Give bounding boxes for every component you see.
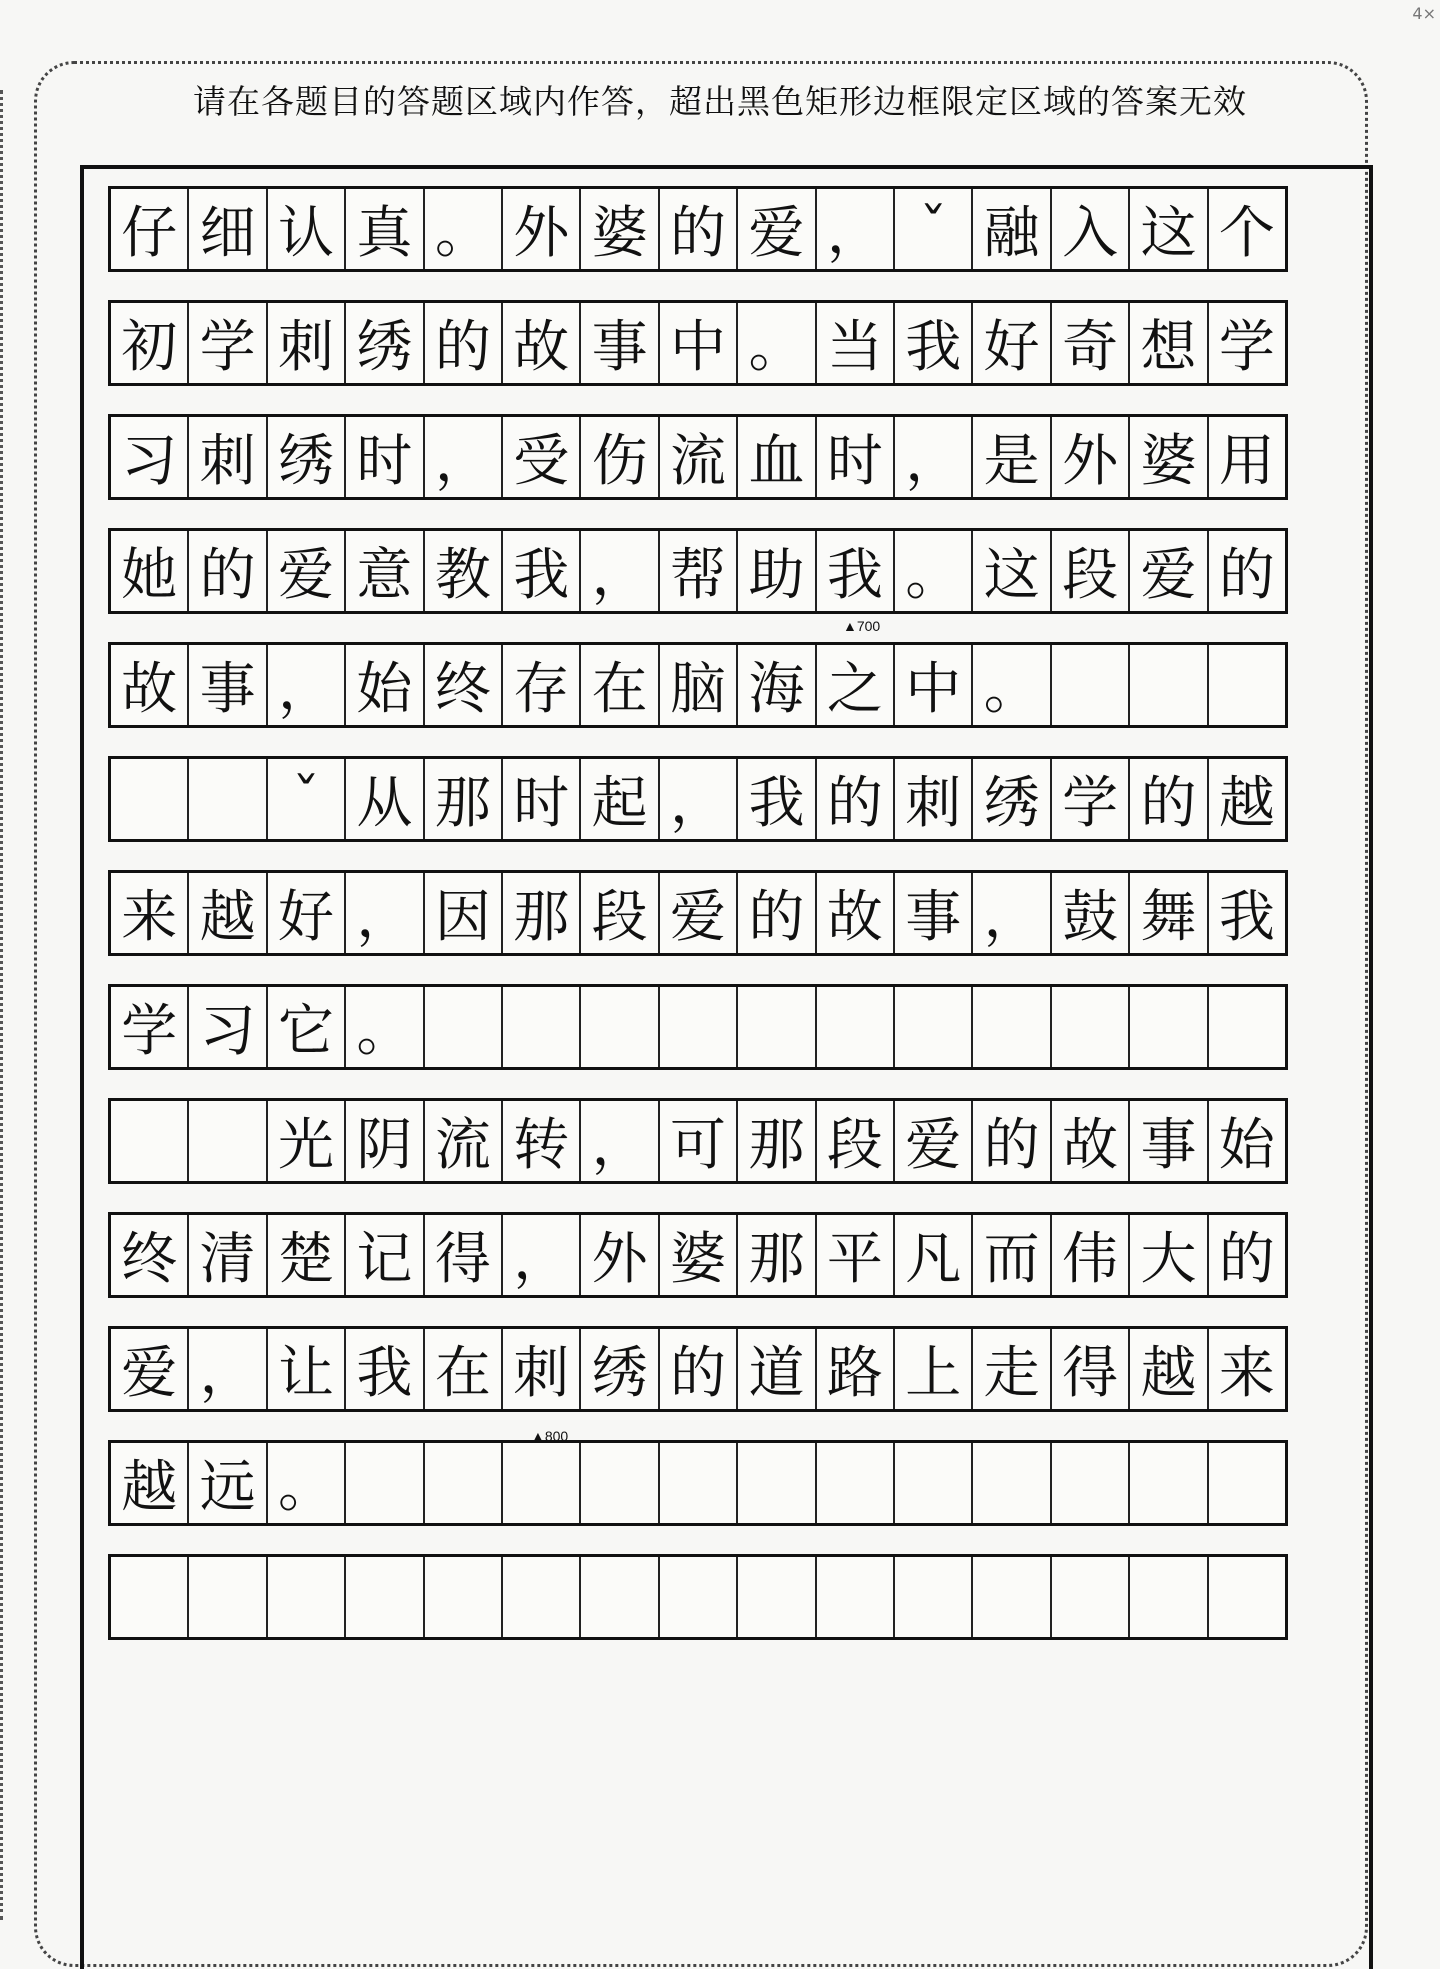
grid-cell: ， bbox=[425, 417, 503, 497]
grid-cell: 的 bbox=[1130, 759, 1208, 839]
grid-cell: 我 bbox=[1218, 885, 1275, 950]
word-count-marker-800: ▲800 bbox=[531, 1428, 569, 1444]
grid-cell: 鼓 bbox=[1052, 873, 1130, 953]
grid-cell: 个 bbox=[1218, 201, 1275, 266]
grid-cell: 事 bbox=[1130, 1101, 1208, 1181]
grid-cell: 习 bbox=[111, 417, 189, 497]
grid-cell: ， bbox=[895, 417, 973, 497]
word-count-marker-700: ▲700 bbox=[843, 618, 881, 634]
grid-cell: 之 bbox=[817, 645, 895, 725]
grid-cell: 我 bbox=[503, 531, 581, 611]
grid-cell bbox=[1052, 1443, 1130, 1523]
grid-cell: 初 bbox=[111, 303, 189, 383]
grid-cell: 婆 bbox=[1130, 417, 1208, 497]
grid-cell bbox=[189, 1101, 267, 1181]
grid-cell: 仔 bbox=[111, 189, 189, 269]
grid-cell: 我 bbox=[895, 303, 973, 383]
grid-cell: 学 bbox=[189, 303, 267, 383]
grid-cell: ， bbox=[189, 1329, 267, 1409]
grid-cell bbox=[738, 1443, 816, 1523]
grid-cell: 光 bbox=[268, 1101, 346, 1181]
grid-row bbox=[108, 1326, 1288, 1412]
grid-cell bbox=[1052, 1557, 1130, 1637]
grid-cell: 爱 bbox=[111, 1329, 189, 1409]
grid-cell: 终 bbox=[425, 645, 503, 725]
grid-cell: 来 bbox=[1218, 1341, 1275, 1406]
grid-cell bbox=[817, 987, 895, 1067]
grid-cell: 当 bbox=[817, 303, 895, 383]
grid-cell: 的 bbox=[660, 189, 738, 269]
grid-row bbox=[108, 414, 1288, 500]
grid-cell: 好 bbox=[973, 303, 1051, 383]
grid-cell: 远 bbox=[189, 1443, 267, 1523]
grid-cell: 想 bbox=[1130, 303, 1208, 383]
grid-cell: 终 bbox=[111, 1215, 189, 1295]
grid-row bbox=[108, 1554, 1288, 1640]
grid-cell: 。 bbox=[973, 645, 1051, 725]
grid-cell bbox=[973, 987, 1051, 1067]
grid-cell: 助 bbox=[738, 531, 816, 611]
grid-cell: 楚 bbox=[268, 1215, 346, 1295]
grid-cell: ˇ bbox=[268, 759, 346, 839]
grid-cell: 阴 bbox=[346, 1101, 424, 1181]
grid-cell bbox=[581, 1557, 659, 1637]
grid-row bbox=[108, 756, 1288, 842]
grid-cell bbox=[1130, 987, 1208, 1067]
grid-cell: 从 bbox=[346, 759, 424, 839]
grid-cell: 道 bbox=[738, 1329, 816, 1409]
grid-row bbox=[108, 528, 1288, 614]
grid-cell: 这 bbox=[1130, 189, 1208, 269]
grid-cell: 学 bbox=[1218, 315, 1275, 380]
grid-cell: 越 bbox=[1218, 771, 1275, 836]
grid-cell bbox=[503, 987, 581, 1067]
grid-cell: 细 bbox=[189, 189, 267, 269]
grid-cell: ， bbox=[581, 1101, 659, 1181]
grid-cell bbox=[581, 1443, 659, 1523]
grid-cell: 时 bbox=[817, 417, 895, 497]
grid-row bbox=[108, 870, 1288, 956]
instruction-header: 请在各题目的答题区域内作答，超出黑色矩形边框限定区域的答案无效 bbox=[193, 82, 1247, 121]
grid-cell bbox=[1052, 987, 1130, 1067]
grid-cell bbox=[1209, 645, 1285, 725]
grid-cell: 伟 bbox=[1052, 1215, 1130, 1295]
grid-cell: 凡 bbox=[895, 1215, 973, 1295]
grid-cell: 爱 bbox=[268, 531, 346, 611]
grid-cell: ˇ bbox=[895, 189, 973, 269]
grid-cell bbox=[895, 1557, 973, 1637]
grid-row bbox=[108, 1098, 1288, 1184]
grid-cell: 那 bbox=[738, 1101, 816, 1181]
grid-cell: 始 bbox=[1218, 1113, 1275, 1178]
grid-cell: ， bbox=[268, 645, 346, 725]
grid-cell: 教 bbox=[425, 531, 503, 611]
grid-cell: 段 bbox=[581, 873, 659, 953]
grid-cell: 始 bbox=[346, 645, 424, 725]
grid-cell bbox=[738, 1557, 816, 1637]
grid-cell: 清 bbox=[189, 1215, 267, 1295]
grid-cell: 刺 bbox=[503, 1329, 581, 1409]
grid-cell bbox=[973, 1557, 1051, 1637]
grid-cell: 受 bbox=[503, 417, 581, 497]
grid-cell: 那 bbox=[738, 1215, 816, 1295]
page-left-edge bbox=[0, 90, 3, 1920]
grid-cell: 来 bbox=[111, 873, 189, 953]
grid-cell bbox=[268, 1557, 346, 1637]
grid-cell: 段 bbox=[1052, 531, 1130, 611]
grid-cell: 的 bbox=[1218, 1227, 1275, 1292]
grid-cell: 的 bbox=[738, 873, 816, 953]
grid-cell: 事 bbox=[581, 303, 659, 383]
grid-cell bbox=[111, 759, 189, 839]
grid-cell: 她 bbox=[111, 531, 189, 611]
grid-cell: 用 bbox=[1218, 429, 1275, 494]
grid-cell: 绣 bbox=[346, 303, 424, 383]
grid-cell: 的 bbox=[425, 303, 503, 383]
grid-cell bbox=[660, 1557, 738, 1637]
grid-cell bbox=[738, 987, 816, 1067]
grid-cell: 绣 bbox=[973, 759, 1051, 839]
grid-cell bbox=[581, 987, 659, 1067]
grid-cell: 路 bbox=[817, 1329, 895, 1409]
grid-cell: 的 bbox=[1218, 543, 1275, 608]
grid-cell: 绣 bbox=[268, 417, 346, 497]
grid-cell: 我 bbox=[817, 531, 895, 611]
grid-cell bbox=[503, 1443, 581, 1523]
grid-cell: 爱 bbox=[895, 1101, 973, 1181]
grid-cell bbox=[1130, 1443, 1208, 1523]
grid-cell: 融 bbox=[973, 189, 1051, 269]
grid-cell: 记 bbox=[346, 1215, 424, 1295]
grid-cell: 让 bbox=[268, 1329, 346, 1409]
grid-cell bbox=[346, 1557, 424, 1637]
grid-cell bbox=[1209, 1557, 1285, 1637]
grid-cell: 奇 bbox=[1052, 303, 1130, 383]
grid-cell: 。 bbox=[425, 189, 503, 269]
grid-cell: 是 bbox=[973, 417, 1051, 497]
grid-cell: 刺 bbox=[268, 303, 346, 383]
grid-cell bbox=[189, 1557, 267, 1637]
grid-cell: ， bbox=[581, 531, 659, 611]
grid-cell: ， bbox=[660, 759, 738, 839]
grid-cell: 婆 bbox=[660, 1215, 738, 1295]
grid-cell bbox=[1209, 1443, 1285, 1523]
grid-cell: 外 bbox=[1052, 417, 1130, 497]
grid-cell: 越 bbox=[189, 873, 267, 953]
grid-cell: 得 bbox=[425, 1215, 503, 1295]
grid-cell: 婆 bbox=[581, 189, 659, 269]
grid-cell bbox=[817, 1557, 895, 1637]
grid-row bbox=[108, 300, 1288, 386]
grid-cell: 事 bbox=[895, 873, 973, 953]
grid-cell: ， bbox=[973, 873, 1051, 953]
grid-cell: 绣 bbox=[581, 1329, 659, 1409]
grid-cell: 越 bbox=[111, 1443, 189, 1523]
grid-cell: 脑 bbox=[660, 645, 738, 725]
grid-cell: ， bbox=[817, 189, 895, 269]
grid-cell: 海 bbox=[738, 645, 816, 725]
grid-cell bbox=[660, 1443, 738, 1523]
grid-cell: 存 bbox=[503, 645, 581, 725]
grid-cell: 故 bbox=[1052, 1101, 1130, 1181]
grid-cell: 因 bbox=[425, 873, 503, 953]
grid-cell: 认 bbox=[268, 189, 346, 269]
grid-cell: 段 bbox=[817, 1101, 895, 1181]
grid-cell: 那 bbox=[425, 759, 503, 839]
grid-cell bbox=[817, 1443, 895, 1523]
grid-cell bbox=[189, 759, 267, 839]
grid-cell: 而 bbox=[973, 1215, 1051, 1295]
grid-cell: 可 bbox=[660, 1101, 738, 1181]
grid-cell: 流 bbox=[425, 1101, 503, 1181]
corner-mark: 4× bbox=[1412, 4, 1436, 23]
grid-cell: 大 bbox=[1130, 1215, 1208, 1295]
grid-cell bbox=[660, 987, 738, 1067]
grid-cell: 的 bbox=[817, 759, 895, 839]
grid-cell: 在 bbox=[425, 1329, 503, 1409]
grid-cell: ， bbox=[346, 873, 424, 953]
grid-cell: 爱 bbox=[660, 873, 738, 953]
grid-cell: 习 bbox=[189, 987, 267, 1067]
grid-cell: 外 bbox=[581, 1215, 659, 1295]
grid-row bbox=[108, 1440, 1288, 1526]
grid-cell: 入 bbox=[1052, 189, 1130, 269]
grid-cell bbox=[346, 1443, 424, 1523]
grid-cell: 在 bbox=[581, 645, 659, 725]
grid-cell bbox=[1052, 645, 1130, 725]
grid-cell: 学 bbox=[111, 987, 189, 1067]
grid-cell: 爱 bbox=[1130, 531, 1208, 611]
grid-cell: 的 bbox=[189, 531, 267, 611]
grid-row bbox=[108, 984, 1288, 1070]
grid-cell: 爱 bbox=[738, 189, 816, 269]
grid-cell: 这 bbox=[973, 531, 1051, 611]
grid-cell: 舞 bbox=[1130, 873, 1208, 953]
grid-cell: 的 bbox=[660, 1329, 738, 1409]
grid-cell: 血 bbox=[738, 417, 816, 497]
grid-cell: 中 bbox=[660, 303, 738, 383]
grid-cell bbox=[1209, 987, 1285, 1067]
grid-cell: 流 bbox=[660, 417, 738, 497]
grid-cell: 时 bbox=[503, 759, 581, 839]
grid-cell: 。 bbox=[346, 987, 424, 1067]
grid-cell: 外 bbox=[503, 189, 581, 269]
grid-cell: 那 bbox=[503, 873, 581, 953]
grid-cell: 时 bbox=[346, 417, 424, 497]
grid-cell: 我 bbox=[346, 1329, 424, 1409]
grid-cell: 得 bbox=[1052, 1329, 1130, 1409]
grid-cell bbox=[425, 987, 503, 1067]
grid-cell: 好 bbox=[268, 873, 346, 953]
grid-cell: 真 bbox=[346, 189, 424, 269]
grid-cell bbox=[1130, 1557, 1208, 1637]
grid-cell: 。 bbox=[268, 1443, 346, 1523]
grid-cell bbox=[1130, 645, 1208, 725]
grid-cell: 事 bbox=[189, 645, 267, 725]
grid-cell bbox=[111, 1557, 189, 1637]
grid-cell bbox=[895, 987, 973, 1067]
grid-cell bbox=[425, 1557, 503, 1637]
grid-cell: 中 bbox=[895, 645, 973, 725]
grid-cell: 故 bbox=[111, 645, 189, 725]
grid-row bbox=[108, 186, 1288, 272]
grid-cell: 起 bbox=[581, 759, 659, 839]
grid-cell bbox=[425, 1443, 503, 1523]
grid-cell: 平 bbox=[817, 1215, 895, 1295]
grid-row bbox=[108, 1212, 1288, 1298]
grid-cell: 学 bbox=[1052, 759, 1130, 839]
grid-cell: 。 bbox=[895, 531, 973, 611]
grid-cell: 刺 bbox=[189, 417, 267, 497]
grid-cell: 的 bbox=[973, 1101, 1051, 1181]
grid-cell: 刺 bbox=[895, 759, 973, 839]
grid-cell: 越 bbox=[1130, 1329, 1208, 1409]
grid-row bbox=[108, 642, 1288, 728]
grid-cell: 帮 bbox=[660, 531, 738, 611]
grid-cell: 转 bbox=[503, 1101, 581, 1181]
grid-cell bbox=[895, 1443, 973, 1523]
grid-cell: 我 bbox=[738, 759, 816, 839]
grid-cell: ， bbox=[503, 1215, 581, 1295]
grid-cell: 走 bbox=[973, 1329, 1051, 1409]
grid-cell: 。 bbox=[738, 303, 816, 383]
grid-cell: 故 bbox=[817, 873, 895, 953]
grid-cell bbox=[111, 1101, 189, 1181]
grid-cell: 上 bbox=[895, 1329, 973, 1409]
grid-cell bbox=[503, 1557, 581, 1637]
grid-cell bbox=[973, 1443, 1051, 1523]
grid-cell: 故 bbox=[503, 303, 581, 383]
grid-cell: 伤 bbox=[581, 417, 659, 497]
grid-cell: 意 bbox=[346, 531, 424, 611]
grid-cell: 它 bbox=[268, 987, 346, 1067]
